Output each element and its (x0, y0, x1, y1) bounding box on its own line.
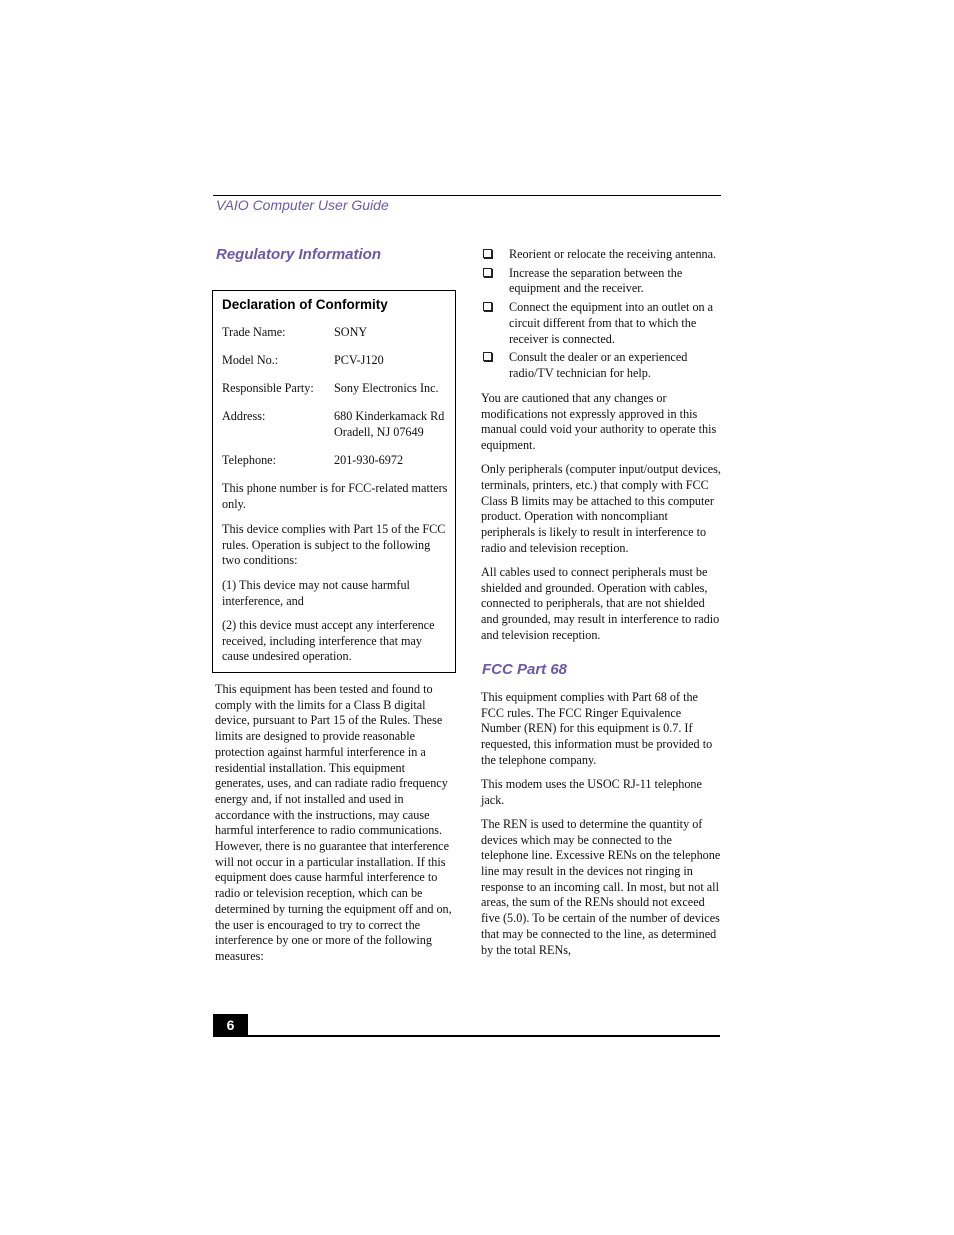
declaration-paragraph: (1) This device may not cause harmful interference, and (222, 578, 410, 608)
row-label: Trade Name: (222, 325, 286, 339)
measures-list (481, 247, 721, 382)
row-label: Telephone: (222, 453, 276, 467)
list-item (481, 300, 721, 347)
measures-list-container (481, 247, 721, 382)
page-number: 6 (213, 1014, 248, 1036)
checkbox-bullet-icon (483, 302, 492, 311)
declaration-paragraph: This phone number is for FCC-related matters only. (222, 481, 448, 511)
body-paragraph: This modem uses the USOC RJ-11 telephone jack. (481, 777, 702, 807)
body-paragraph: This equipment complies with Part 68 of the FCC rules. The FCC Ringer Equivalence Number (REN) for this equipment is 0.7. If requested, this information must be provided to the telephone company. (481, 690, 713, 767)
list-item (481, 247, 721, 263)
declaration-box (212, 290, 456, 673)
row-value: Oradell, NJ 07649 (334, 425, 424, 439)
body-paragraph: You are cautioned that any changes or modifications not expressly approved in this manual could void your authority to operate this equipment. (481, 391, 717, 453)
guide-title: VAIO Computer User Guide (216, 197, 389, 213)
declaration-title: Declaration of Conformity (222, 297, 388, 312)
left-body (215, 682, 455, 965)
body-paragraph: The REN is used to determine the quantity of devices which may be connected to the telephone line. Excessive RENs on the telephone line may result in the devices not ringing in response to an incoming call. In most, but not all areas, the sum of the RENs should not exceed five (5.0). To be certain of the number of devices that may be connected to the line, as determined by the total RENs, (481, 816, 721, 957)
list-item (481, 350, 721, 381)
row-value: Sony Electronics Inc. (334, 381, 439, 395)
body-paragraph: This equipment has been tested and found to comply with the limits for a Class B digital device, pursuant to Part 15 of the Rules. These limits are designed to provide reasonable protection against harmful interference in a residential installation. This equipment generates, uses, and can radiate radio frequency energy and, if not installed and used in accordance with the instructions, may cause harmful interference to radio communications. However, there is no guarantee that interference will not occur in a particular installation. If this equipment does cause harmful interference to radio or television reception, which can be determined by turning the equipment off and on, the user is encouraged to try to correct the interference by one or more of the following measures: (215, 682, 452, 963)
checkbox-bullet-icon (483, 352, 492, 361)
row-value: PCV-J120 (334, 353, 384, 367)
row-value: 201-930-6972 (334, 453, 404, 467)
section-title-regulatory: Regulatory Information (216, 246, 382, 263)
row-label: Model No.: (222, 353, 279, 367)
list-item-text: Reorient or relocate the receiving antenna. (509, 247, 717, 261)
body-paragraph: Only peripherals (computer input/output devices, terminals, printers, etc.) that comply with FCC Class B limits may be attached to this computer product. Operation with noncompliant peripherals is likely to result in interference to radio and television reception. (481, 462, 721, 555)
declaration-paragraph: (2) this device must accept any interference received, including interference that may cause undesired operation. (222, 618, 435, 664)
checkbox-bullet-icon (483, 268, 492, 277)
checkbox-bullet-icon (483, 249, 492, 258)
list-item-text: Increase the separation between the equipment and the receiver. (509, 265, 683, 296)
list-item-text: Consult the dealer or an experienced radio/TV technician for help. (509, 350, 688, 380)
section-title-fcc-part-68: FCC Part 68 (482, 661, 568, 678)
body-paragraph: All cables used to connect peripherals must be shielded and grounded. Operation with cables, connected to peripherals, that are not shielded and grounded, may result in interference to radio and television reception. (481, 565, 720, 642)
list-item-text: Connect the equipment into an outlet on a circuit different from that to which the receiver is connected. (509, 300, 714, 346)
fcc68-body (481, 690, 721, 958)
row-label: Address: (222, 409, 266, 423)
header-rule (213, 195, 721, 196)
right-body (481, 391, 721, 644)
row-label: Responsible Party: (222, 381, 314, 395)
declaration-paragraph: This device complies with Part 15 of the FCC rules. Operation is subject to the following two conditions: (222, 522, 446, 568)
footer-rule (213, 1035, 720, 1037)
list-item (481, 266, 721, 297)
row-value: SONY (334, 325, 368, 339)
row-value: 680 Kinderkamack Rd (334, 409, 445, 423)
